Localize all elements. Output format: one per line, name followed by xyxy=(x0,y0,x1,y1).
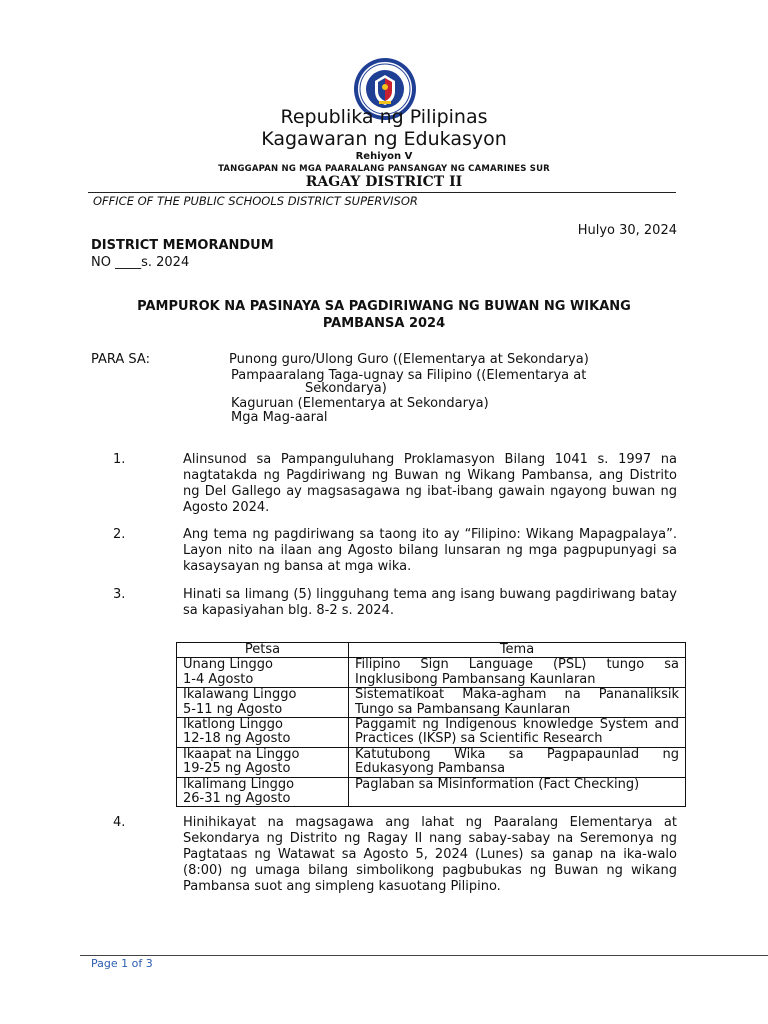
paragraph-text: Ang tema ng pagdiriwang sa taong ito ay “Filipino: Wikang Mapagpalaya”. Layon nito na ilaan ang Agosto bilang lunsaran ng mga pagpupunyagi sa kasaysayan ng bansa at mga wika. xyxy=(183,527,677,574)
para-sa-label: PARA SA: xyxy=(91,352,150,367)
paragraph-text: Alinsunod sa Pampanguluhang Proklamasyon Bilang 1041 s. 1997 na nagtatakda ng Pagdiriwang ng Buwan ng Wikang Pambansa, ang Distrito ng Del Gallego ay magsasagawa ng ibat-ibang gawain ngayong buwan ng Agosto 2024. xyxy=(183,452,677,515)
tema-cell: Paglaban sa Misinformation (Fact Checking) xyxy=(349,777,686,807)
week-label: Unang Linggo xyxy=(183,657,273,673)
paragraph-text: Hinati sa limang (5) lingguhang tema ang isang buwang pagdiriwang batay sa kapasiyahan blg. 8-2 s. 2024. xyxy=(183,587,677,618)
schedule-table xyxy=(176,642,686,807)
memo-date: Hulyo 30, 2024 xyxy=(577,223,677,238)
table-row xyxy=(177,658,686,688)
table-row xyxy=(177,688,686,718)
date-range: 5-11 ng Agosto xyxy=(183,701,283,717)
recipient: Mga Mag-aaral xyxy=(231,410,328,425)
paragraph-text: Hinihikayat na magsagawa ang lahat ng Paaralang Elementarya at Sekondarya ng Distrito ng Ragay II nang sabay-sabay na Seremonya ng Pagtataas ng Watawat sa Agosto 5, 2024 (Lunes) sa ganap na ika-walo (8:00) ng umaga bilang simbolikong pagbubukas ng Buwan ng wikang Pambansa suot ang simpleng kasuotang Pilipino. xyxy=(183,815,677,894)
week-label: Ikatlong Linggo xyxy=(183,717,283,733)
memo-subject: PAMPUROK NA PASINAYA SA PAGDIRIWANG NG BUWAN NG WIKANG PAMBANSA 2024 xyxy=(137,299,631,331)
header-kagawaran: Kagawaran ng Edukasyon xyxy=(261,128,507,150)
petsa-cell xyxy=(177,777,349,807)
column-header-tema: Tema xyxy=(349,643,686,658)
week-label: Ikalawang Linggo xyxy=(183,687,297,703)
table-row xyxy=(177,718,686,748)
date-range: 1-4 Agosto xyxy=(183,671,254,687)
header-tanggapan: TANGGAPAN NG MGA PAARALANG PANSANGAY NG CAMARINES SUR xyxy=(218,164,550,174)
week-label: Ikalimang Linggo xyxy=(183,776,295,792)
header-rehiyon: Rehiyon V xyxy=(355,151,413,162)
item-number: 2. xyxy=(113,527,126,542)
header-district: RAGAY DISTRICT II xyxy=(305,174,463,190)
petsa-cell xyxy=(177,747,349,777)
item-number: 3. xyxy=(113,587,126,602)
column-header-petsa: Petsa xyxy=(177,643,349,658)
memo-number: NO ____s. 2024 xyxy=(91,255,190,270)
tema-cell: Sistematikoat Maka-agham na Pananaliksik Tungo sa Pambansang Kaunlaran xyxy=(349,688,686,718)
recipient: Sekondarya) xyxy=(305,381,387,396)
recipient: Kaguruan (Elementarya at Sekondarya) xyxy=(231,396,489,411)
footer-divider xyxy=(80,955,768,956)
item-number: 4. xyxy=(113,815,126,830)
recipient: Punong guro/Ulong Guro ((Elementarya at Sekondarya) xyxy=(229,352,589,367)
petsa-cell xyxy=(177,688,349,718)
tema-cell: Katutubong Wika sa Pagpapaunlad ng Edukasyong Pambansa xyxy=(349,747,686,777)
date-range: 12-18 ng Agosto xyxy=(183,731,291,747)
petsa-cell xyxy=(177,658,349,688)
date-range: 19-25 ng Agosto xyxy=(183,761,291,777)
table-row xyxy=(177,747,686,777)
page-number: Page 1 of 3 xyxy=(91,957,153,970)
item-number: 1. xyxy=(113,452,126,467)
header-divider xyxy=(88,192,676,193)
week-label: Ikaapat na Linggo xyxy=(183,746,300,762)
recipient: Pampaaralang Taga-ugnay sa Filipino ((Elementarya at xyxy=(231,368,587,383)
table-header-row xyxy=(177,643,686,658)
tema-cell: Filipino Sign Language (PSL) tungo sa Ingklusibong Pambansang Kaunlaran xyxy=(349,658,686,688)
memo-title: DISTRICT MEMORANDUM xyxy=(91,238,274,253)
header-office: OFFICE OF THE PUBLIC SCHOOLS DISTRICT SUPERVISOR xyxy=(93,194,418,208)
header-republika: Republika ng Pilipinas xyxy=(280,106,488,128)
date-range: 26-31 ng Agosto xyxy=(183,791,291,807)
table-row xyxy=(177,777,686,807)
petsa-cell xyxy=(177,718,349,748)
tema-cell: Paggamit ng Indigenous knowledge System and Practices (IKSP) sa Scientific Research xyxy=(349,718,686,748)
